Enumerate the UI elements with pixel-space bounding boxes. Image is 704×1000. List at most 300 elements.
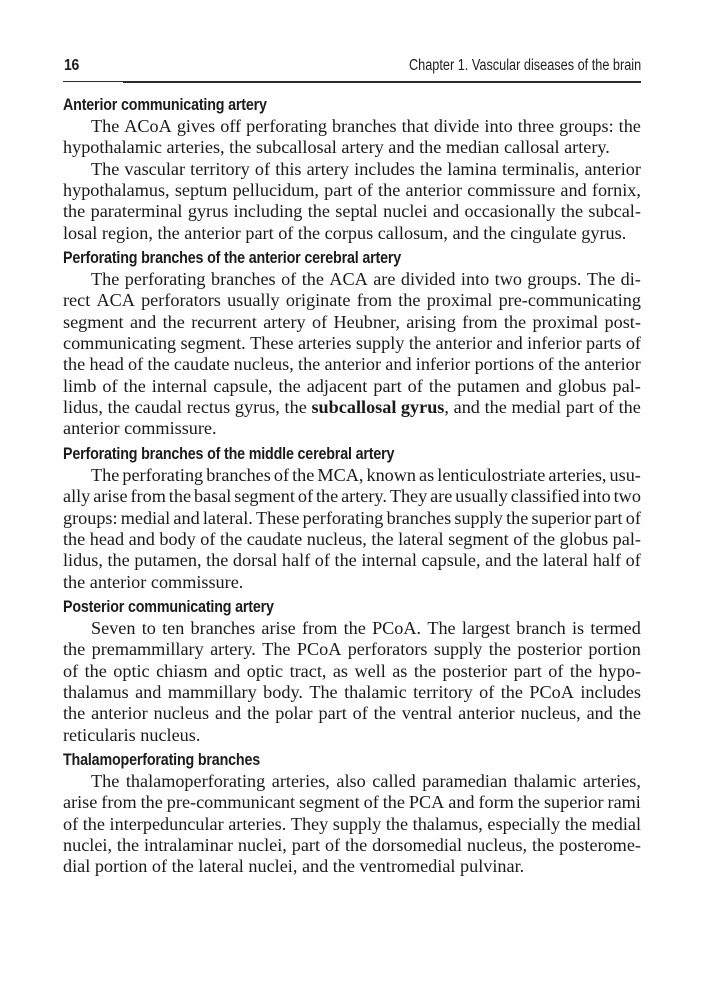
word: that [401,116,429,136]
word: limb [63,375,97,396]
section-heading: Anterior communicating artery [63,95,267,114]
word: fornix, [591,180,641,201]
word: pre-communicant [166,792,296,813]
word: medial [591,813,641,834]
word: hypo- [598,660,641,681]
word: the [564,813,587,834]
text-line [63,856,641,877]
word: called [372,770,416,791]
text-line [63,725,641,746]
word: branches [206,464,271,485]
word: the [284,397,307,418]
word: proximal [532,311,599,332]
text-line [63,137,641,158]
word: into [484,116,513,136]
word: anterior [584,354,641,375]
word: of [200,528,216,549]
word: anterior [435,333,493,354]
word: medial [120,507,171,528]
word: The [586,269,616,290]
word: the [378,180,401,201]
word: anterior [584,158,641,179]
word: of [324,834,341,855]
word: thalamoperforating [125,770,266,791]
word: the [297,222,321,243]
word: commissure. [124,418,217,439]
word: the [63,639,86,660]
word: the [278,375,301,396]
word: terminalis, [501,158,580,179]
word: groups: [559,116,614,136]
word: head [89,354,124,375]
word: lamina [447,158,497,179]
word: body. [263,681,303,702]
word: The [262,639,291,660]
word: polar [275,703,313,724]
header-rule-thick [123,81,641,83]
word: anterior [89,571,147,592]
word: recurrent [191,311,257,332]
word: perforating [246,116,327,136]
word: intralaminar [144,834,233,855]
word: rectus [186,397,231,418]
word: the [140,792,163,813]
word: segment [448,528,509,549]
text-line [63,465,641,486]
page-number: 16 [64,57,79,74]
word: PCoA [296,639,342,660]
word: of [625,550,641,571]
word: the [168,486,192,507]
word: arteries [297,333,352,354]
word: of [538,354,554,375]
word: includes [354,158,415,179]
word: perforators [141,290,221,311]
word: from [302,617,338,638]
word: of [513,528,529,549]
text-line [63,486,641,507]
word: pal- [612,375,641,396]
word: nucleus [153,703,210,724]
word: part [565,397,595,418]
word: and [496,333,523,354]
word: nucleus. [140,724,201,745]
word: nuclei, [237,834,287,855]
text-line [63,550,641,571]
word: of [63,813,79,834]
page-content [63,94,641,881]
word: gyrus, [234,397,280,418]
text-line [63,116,641,137]
word: Seven [91,617,136,638]
word: commissure. [150,571,244,592]
word: rect [63,290,91,311]
word: the [63,201,86,222]
word: the [315,486,339,507]
word: of [63,660,79,681]
word: the [382,792,405,813]
word: the [334,550,357,571]
word: the [398,290,421,311]
word: cingulate [510,222,577,243]
text-line [63,333,641,354]
word: parts [586,333,622,354]
word: optic [246,660,284,681]
word: the [63,528,86,549]
text-line [63,814,641,835]
word: of [479,681,495,702]
word: of [278,222,294,243]
word: usu- [609,464,641,485]
word: the [385,813,409,834]
word: groups: [63,507,118,528]
word: the [343,617,366,638]
word: head [89,528,125,549]
word: communicating [63,333,177,354]
word: the [557,354,581,375]
word: capsule, [213,375,273,396]
word: this [275,158,302,179]
word: basal [193,486,232,507]
chapter-title: Chapter 1. Vascular diseases of the brain [408,57,641,74]
word: the [408,333,432,354]
word: supply [332,813,382,834]
word: termed [590,617,641,638]
word: ten [162,617,185,638]
word: are [373,269,396,290]
word: part [318,703,347,724]
text-line [63,312,641,333]
word: vascular [124,158,186,179]
word: part [324,180,353,201]
word: largest [461,617,510,638]
word: and [129,311,157,332]
word: branch [516,617,566,638]
word: the [419,158,443,179]
word: di- [620,269,641,290]
word: nuclei [383,201,428,222]
word: the [531,834,555,855]
word: the [517,792,541,813]
word: adjacent [306,375,368,396]
section-perforating-branches-mca [63,443,641,593]
word: arise [93,486,128,507]
word: anterior [184,222,241,243]
word: segment [299,792,360,813]
word: and [560,180,587,201]
word: gyrus. [581,222,627,243]
word: of [151,856,168,877]
word: the [123,375,146,396]
word: the [503,311,527,332]
word: as [419,464,435,485]
word: the [618,116,641,136]
word: The [91,770,120,791]
word: caudate [246,528,303,549]
word: lenticulostriate [437,464,546,485]
word: artery. [341,486,387,507]
word: thalamic [513,770,577,791]
word: globus [559,528,609,549]
word: classified [510,486,580,507]
word: the [162,311,185,332]
word: These [250,333,294,354]
word: and [485,550,512,571]
word: The [91,116,120,136]
section-heading: Perforating branches of the middle cerebral artery [63,443,395,463]
section-anterior-communicating-artery [63,94,641,244]
word: post- [604,311,641,332]
word: half [592,550,622,571]
text-line [63,180,641,201]
word: and [135,681,162,702]
word: the [84,660,107,681]
word: pellucidum, [232,180,319,201]
word: of [357,180,373,201]
word: The [91,464,120,485]
word: dorsal [232,550,278,571]
word: the [229,137,252,158]
word: ally [63,486,91,507]
word: the [171,856,194,877]
word: PCoA [529,681,574,702]
word: the [63,571,86,592]
word: MCA, [317,464,364,485]
word: from [462,311,498,332]
word: losal [63,222,98,243]
word: and [432,201,460,222]
text-line [63,159,641,180]
word: callosal [503,137,560,158]
word: arteries, [582,770,641,791]
word: of [363,792,379,813]
bold-term: subcallosal gyrus, [311,397,449,418]
word: posterome- [559,834,641,855]
word: of [598,397,614,418]
word: into [582,486,611,507]
word: the [219,528,243,549]
word: the [332,856,355,877]
word: includes [580,681,641,702]
word: of [311,311,328,332]
word: known [366,464,416,485]
word: thalamus, [412,813,483,834]
word: the [147,354,170,375]
text-line [63,529,641,550]
paragraph [63,269,641,440]
word: form [478,792,514,813]
word: perforators [347,639,428,660]
word: anterior [324,354,382,375]
word: of [352,703,368,724]
word: usually [227,290,280,311]
word: into [460,269,490,290]
word: the [488,639,511,660]
word: ACoA [124,116,172,136]
word: thalamus [63,681,129,702]
word: internal [361,550,417,571]
word: artery [306,158,350,179]
word: anterior [91,703,148,724]
word: of [254,158,271,179]
word: gives [176,116,216,136]
word: the [419,137,442,158]
word: anterior [63,418,120,439]
word: of [625,507,641,528]
word: The [427,617,456,638]
text-line [63,661,641,682]
word: arteries, [548,464,607,485]
word: is [571,617,585,638]
word: gyrus [187,201,229,222]
word: are [430,486,453,507]
word: segment. [180,333,246,354]
word: branches [210,269,276,290]
word: arising [406,311,456,332]
section-heading: Posterior communicating artery [63,596,274,616]
text-line [63,682,641,703]
word: well [354,660,386,681]
word: the [560,201,584,222]
text-line [63,354,641,375]
word: Heubner, [333,311,400,332]
text-line [63,703,641,724]
word: the [82,813,105,834]
word: septal [335,201,378,222]
word: rami [607,792,641,813]
word: lateral [198,856,244,877]
text-line [63,418,641,439]
word: branches [386,507,452,528]
word: commissure [467,180,556,201]
section-thalamoperforating-branches [63,749,641,878]
word: superior [543,792,604,813]
word: and [388,137,415,158]
word: nucleus, [233,354,294,375]
word: mammillary [167,681,257,702]
word: and [173,507,200,528]
word: The [91,269,120,290]
word: perforating [302,507,384,528]
word: occasionally [464,201,556,222]
word: of [128,354,144,375]
word: and [586,703,613,724]
word: of [407,375,423,396]
section-posterior-communicating-artery [63,596,641,746]
word: lateral. [202,507,253,528]
word: branches [331,116,397,136]
word: two [494,269,522,290]
word: nuclei, [63,834,112,855]
word: proximal [426,290,493,311]
word: the [413,660,437,681]
word: caudate [173,354,230,375]
word: artery. [564,137,610,158]
word: two [613,486,641,507]
word: lateral [542,550,589,571]
word: of [281,269,297,290]
word: the [301,269,324,290]
word: anterior [458,703,515,724]
word: and [385,354,412,375]
word: lidus, [63,397,103,418]
word: the [500,681,523,702]
word: and [525,375,552,396]
word: portion [94,856,148,877]
word: the [63,703,86,724]
word: They [389,486,428,507]
word: PCoA. [372,617,422,638]
word: the [373,703,396,724]
word: arteries, [166,137,225,158]
word: median [445,137,500,158]
word: divided [400,269,456,290]
word: The [309,681,338,702]
word: lidus, [63,550,103,571]
word: nucleus, [306,528,367,549]
word: inferior [415,354,471,375]
text-line [63,508,641,529]
word: the [483,222,506,243]
word: groups. [527,269,582,290]
word: of [314,550,330,571]
word: body [159,528,196,549]
word: the [345,834,368,855]
word: segment [234,486,295,507]
word: the [292,464,315,485]
word: and [214,703,242,724]
word: and [452,222,479,243]
word: putamen, [134,550,202,571]
word: hypothalamus, [63,180,170,201]
word: and [448,792,475,813]
word: corpus [324,222,374,243]
word: half [281,550,311,571]
text-line [63,397,641,418]
word: the [298,354,321,375]
word: of [102,375,118,396]
word: from [101,792,137,813]
word: from [130,486,166,507]
word: ACA [96,290,135,311]
word: territory [413,681,473,702]
word: subcallosal [255,137,337,158]
word: the [307,201,330,222]
word: part [245,222,274,243]
word: the [618,397,641,418]
word: divide [433,116,480,136]
word: part [594,507,623,528]
word: the [107,397,130,418]
word: as [332,660,349,681]
word: They [290,813,329,834]
paragraph [63,116,641,159]
word: artery [341,137,384,158]
word: arteries. [228,813,287,834]
word: especially [487,813,561,834]
word: of [548,660,564,681]
word: the [206,550,229,571]
word: superior [531,507,592,528]
word: supply [454,507,503,528]
word: paraterminal [90,201,183,222]
word: usually [455,486,508,507]
word: reticularis [63,724,136,745]
word: branches [190,617,256,638]
word: callosum, [377,222,448,243]
word: pre-communicating [498,290,641,311]
word: perforating [122,464,204,485]
